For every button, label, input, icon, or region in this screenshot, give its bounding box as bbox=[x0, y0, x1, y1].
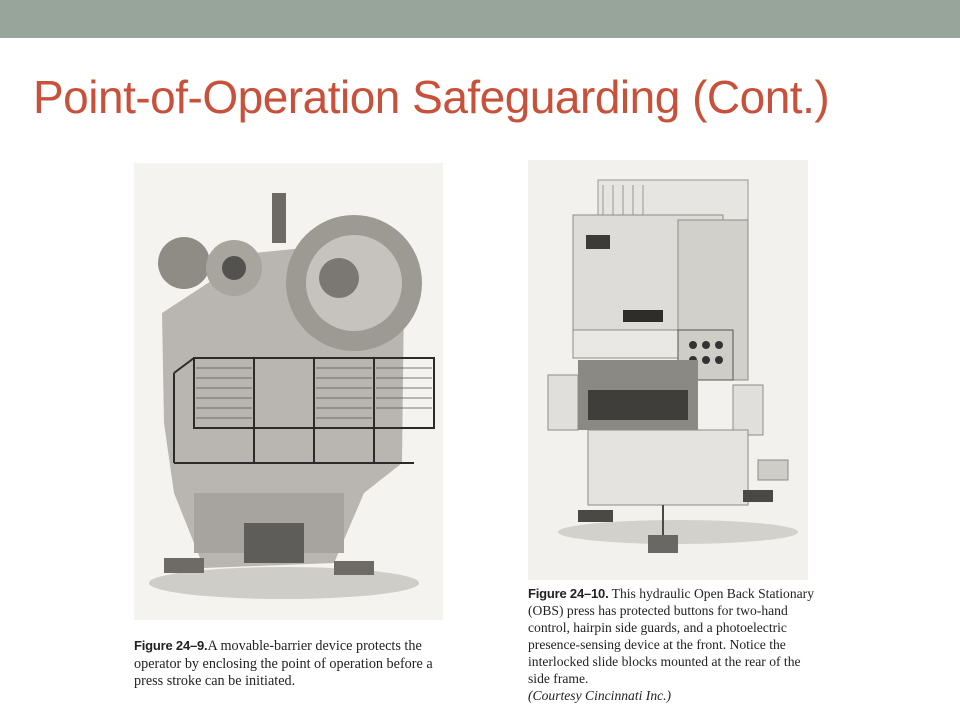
figure-24-9-label: Figure 24–9. bbox=[134, 638, 208, 653]
figure-24-10-label: Figure 24–10. bbox=[528, 586, 609, 601]
figure-24-10-press-photo bbox=[528, 160, 808, 580]
slide-title: Point-of-Operation Safeguarding (Cont.) bbox=[33, 71, 830, 123]
top-accent-bar bbox=[0, 0, 960, 38]
figure-24-10-text: This hydraulic Open Back Stationary (OBS) press has protected buttons for two-hand control, hairpin side guards, and a photoelectric presence-sensing device at the front. Notice the interlocked slide blocks mounted at the rear of the side frame. bbox=[528, 586, 814, 686]
figure-24-9-caption bbox=[134, 637, 450, 691]
figure-24-10-caption bbox=[528, 585, 818, 704]
figure-24-9-press-photo bbox=[134, 163, 443, 620]
figure-24-10-credit: (Courtesy Cincinnati Inc.) bbox=[528, 688, 672, 703]
figure-24-9-text: A movable-barrier device protects the operator by enclosing the point of operation before a press stroke can be initiated. bbox=[134, 638, 433, 689]
